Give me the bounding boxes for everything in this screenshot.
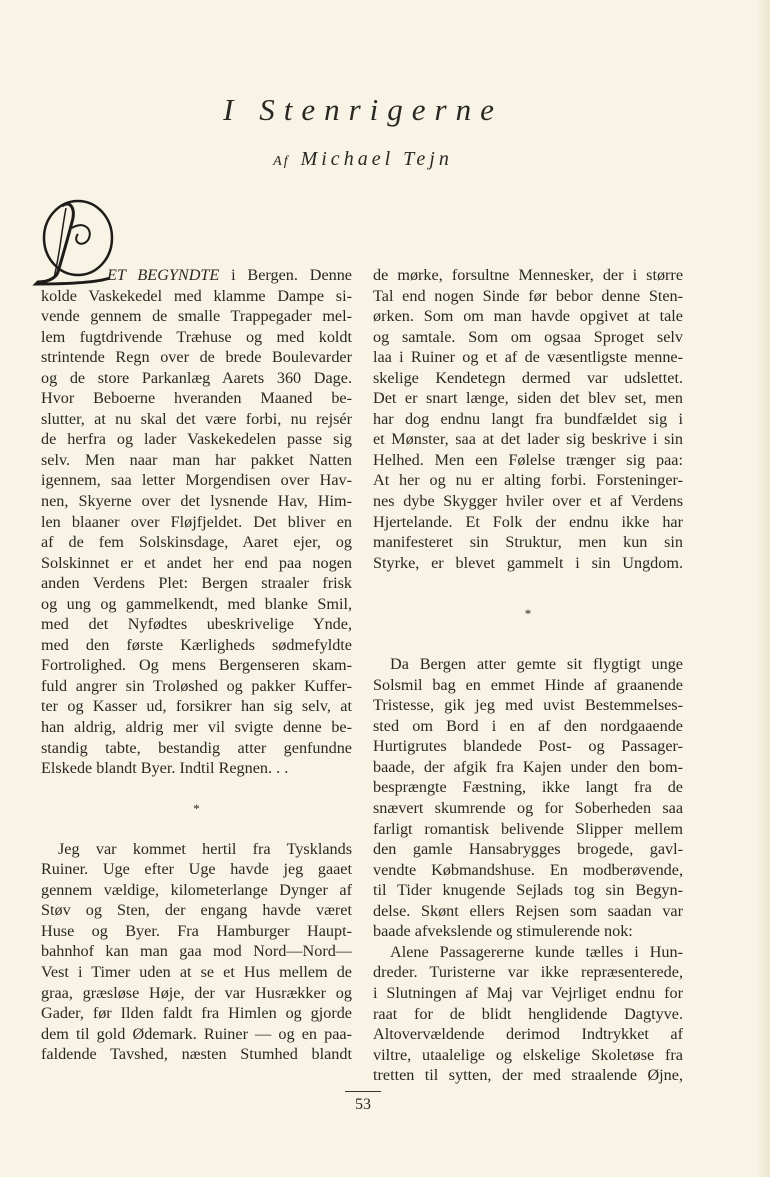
text-line: raat for de blidt henglidende Dagtyve.	[373, 1004, 683, 1023]
text-line: kolde Vaskekedel med klamme Dampe si-	[41, 286, 352, 305]
section-separator: *	[193, 800, 200, 816]
text-line: Alene Passagererne kunde tælles i Hun-	[390, 942, 683, 961]
paragraph	[41, 839, 352, 1065]
text-line: ter og Kasser ud, forsikrer han sig selv, at	[41, 697, 352, 716]
text-line: delse. Skønt ellers Rejsen som saadan var	[373, 901, 683, 920]
text-line: han aldrig, aldrig mer vil svigte denne be-	[41, 718, 352, 737]
text-line: baade afvekslende og stimulerende nok:	[373, 922, 633, 941]
text-line: Solskinnet er et andet her end paa nogen	[41, 553, 352, 572]
text-line: den gamle Hansabrygges brogede, gavl-	[373, 840, 683, 859]
text-line: Altovervældende derimod Indtrykket af	[373, 1025, 683, 1044]
text-line: besprængte Fæstning, ikke langt fra de	[373, 778, 683, 797]
text-line: Hjertelande. Et Folk der endnu ikke har	[373, 512, 683, 531]
right-column	[373, 265, 683, 1086]
text-line: og de store Parkanlæg Aarets 360 Dage.	[41, 368, 352, 387]
text-line: standig tabte, bestandig atter genfundne	[41, 738, 352, 757]
section-separator: *	[524, 606, 532, 622]
text-line: lem fugtdrivende Træhuse og med koldt	[41, 327, 352, 346]
paragraph	[373, 942, 683, 1086]
page-number: 53	[355, 1096, 371, 1113]
footer-rule	[345, 1091, 381, 1092]
text-line: manifesteret sin Struktur, men kun sin	[373, 533, 683, 552]
text-line: len blaaner over Fløjfjeldet. Det bliver en	[41, 512, 352, 531]
text-line: Da Bergen atter gemte sit flygtigt unge	[390, 655, 683, 674]
text-line: nen, Skyerne over det lysnende Hav, Him-	[41, 492, 352, 511]
text-line: anden Verdens Plet: Bergen straaler frisk	[41, 574, 352, 593]
opening-rest: i Bergen. Denne	[219, 266, 352, 284]
text-line: tretten til sytten, der med straalende Øjne,	[373, 1066, 683, 1085]
text-line: slutter, at nu skal det være forbi, nu rejsér	[41, 409, 352, 428]
text-line: farligt romantisk belivende Slipper mellem	[373, 819, 683, 838]
page-edge-shadow	[756, 0, 770, 1177]
text-line: Hurtigrutes blandede Post- og Passager-	[373, 737, 683, 756]
opening-smallcaps: ET BEGYNDTE	[107, 266, 220, 284]
text-line: igennem, saa letter Morgendisen over Hav-	[41, 471, 352, 490]
text-line: og ung og gammelkendt, med blanke Smil,	[41, 594, 352, 613]
text-line: med det Nyfødtes ubeskrivelige Ynde,	[41, 615, 352, 634]
paragraph	[373, 654, 683, 942]
text-line: Støv og Sten, der engang havde været	[41, 901, 352, 920]
text-line: Det er snart længe, siden det blev set, men	[373, 389, 683, 408]
text-line: de mørke, forsultne Mennesker, der i større	[373, 266, 683, 284]
text-line: selv. Men naar man har pakket Natten	[41, 450, 352, 469]
text-line: i Slutningen af Maj var Vejrliget endnu for	[373, 983, 683, 1002]
text-line: ørken. Som om man havde opgivet at tale	[373, 307, 683, 326]
opening-line	[41, 265, 352, 286]
text-line: snævert skumrende og for Soberheden saa	[373, 799, 683, 818]
text-line: vende gennem de smalle Trappegader mel-	[41, 307, 352, 326]
text-line: vendte Købmandshuse. En modberøvende,	[373, 860, 683, 879]
text-line: baade, der afgik fra Kajen under den bom-	[373, 757, 683, 776]
text-line: faldende Tavshed, næsten Stumhed blandt	[41, 1045, 352, 1064]
text-line: At her og nu er alting forbi. Forsteninger-	[373, 471, 683, 490]
text-line: Elskede blandt Byer. Indtil Regnen. . .	[41, 759, 289, 778]
text-line: nes dybe Skygger hviler over et af Verdens	[373, 492, 683, 511]
byline-prefix: Af	[273, 154, 290, 169]
text-line: til Tider knugende Sejlads tog sin Begyn-	[373, 881, 683, 900]
text-line: Huse og Byer. Fra Hamburger Haupt-	[41, 921, 352, 940]
article-title: I Stenrigerne	[223, 92, 503, 127]
text-line: gennem vældige, kilometerlange Dynger af	[41, 880, 352, 899]
text-line: Tal end nogen Sinde før bebor denne Sten-	[373, 286, 683, 305]
text-line: graa, græsløse Høje, der var Husrækker og	[41, 983, 352, 1002]
author-name: Michael Tejn	[300, 148, 453, 170]
text-line: Vest i Timer uden at se et Hus mellem de	[41, 962, 352, 981]
text-line: Fortrolighed. Og mens Bergenseren skam-	[41, 656, 352, 675]
text-line: fuld angrer sin Troløshed og pakker Kuffer-	[41, 676, 352, 695]
text-line: skelige Kendetegn dermed var udslettet.	[373, 368, 683, 387]
text-line: dreder. Turisterne var ikke repræsenterede,	[373, 963, 683, 982]
text-line: bahnhof kan man gaa mod Nord—Nord—	[41, 942, 352, 961]
left-column	[41, 265, 352, 1065]
text-line: har dog endnu langt fra bundfældet sig i	[373, 409, 683, 428]
text-line: Helhed. Men een Følelse trænger sig paa:	[373, 450, 683, 469]
text-line: Styrke, er blevet gammelt i sin Ungdom.	[373, 553, 683, 572]
byline	[0, 148, 726, 171]
text-line: og samtale. Som om ogsaa Sproget selv	[373, 327, 683, 346]
text-line: dem til gold Ødemark. Ruiner — og en paa-	[41, 1024, 352, 1043]
text-line: et Mønster, saa at det lader sig beskrive i sin	[373, 430, 683, 449]
text-line: Tristesse, gik jeg med uvist Bestemmelses-	[373, 696, 683, 715]
text-line: Ruiner. Uge efter Uge havde jeg gaaet	[41, 860, 352, 879]
text-line: de herfra og lader Vaskekedelen passe sig	[41, 430, 352, 449]
text-line: af de fem Solskinsdage, Aaret ejer, og	[41, 533, 352, 552]
text-line: Jeg var kommet hertil fra Tysklands	[58, 839, 352, 858]
text-line: strintende Regn over de brede Boulevarder	[41, 348, 352, 367]
text-line: Solsmil bag en emmet Hinde af graanende	[373, 675, 683, 694]
text-line: sted om Bord i en af den nordgaaende	[373, 716, 683, 735]
paragraph	[41, 286, 352, 779]
text-line: laa i Ruiner og et af de væsentligste menne-	[373, 348, 683, 367]
text-line: viltre, utaalelige og elskelige Skoletøse fra	[373, 1045, 683, 1064]
paragraph	[373, 265, 683, 573]
text-line: Hvor Beboerne hveranden Maaned be-	[41, 389, 352, 408]
text-line: Gader, før Ilden faldt fra Himlen og gjorde	[41, 1004, 352, 1023]
text-line: med den første Kærligheds sødmefyldte	[41, 635, 352, 654]
